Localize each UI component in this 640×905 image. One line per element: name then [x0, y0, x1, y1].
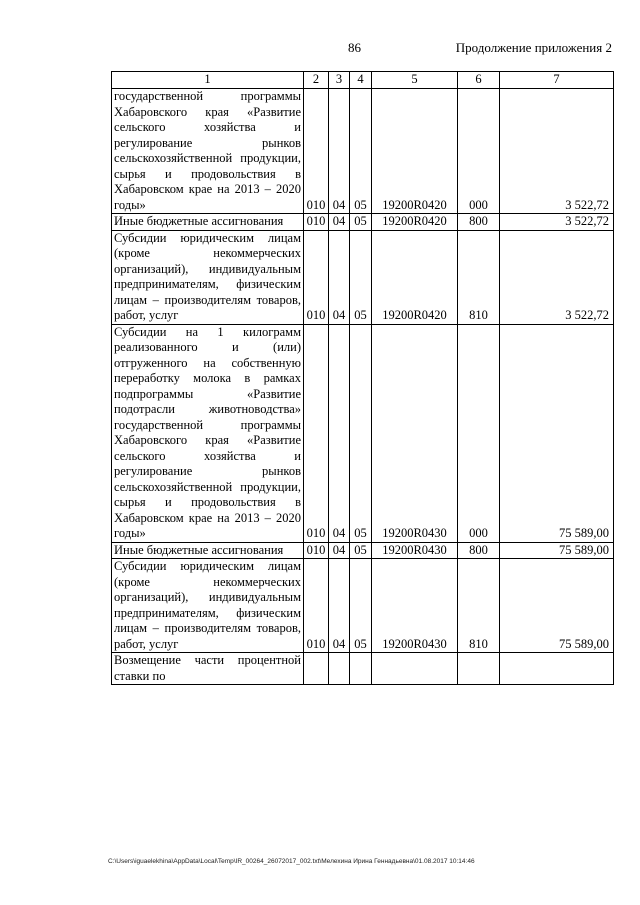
- expense-type-cell: [458, 653, 500, 685]
- ministry-code-cell: [304, 653, 329, 685]
- section-code-cell: 04: [329, 89, 350, 214]
- amount-cell: 3 522,72: [500, 214, 614, 231]
- amount-cell: 3 522,72: [500, 89, 614, 214]
- section-code-cell: 04: [329, 542, 350, 559]
- ministry-code-cell: 010: [304, 559, 329, 653]
- row-name-cell: Иные бюджетные ассигнования: [112, 542, 304, 559]
- section-code-cell: [329, 653, 350, 685]
- column-header-5: 5: [372, 72, 458, 89]
- column-header-6: 6: [458, 72, 500, 89]
- amount-cell: [500, 653, 614, 685]
- target-code-cell: 19200R0420: [372, 230, 458, 324]
- row-name-cell: государственной программы Хабаровского края «Развитие сельского хозяйства и регулирование рынков сельскохозяйственной продукции, сырья и продовольствия в Хабаровском крае на 2013 – 2020 годы»: [112, 89, 304, 214]
- amount-cell: 75 589,00: [500, 542, 614, 559]
- table-row: [112, 214, 614, 231]
- table-row: [112, 324, 614, 542]
- row-name-cell: Возмещение части процентной ставки по: [112, 653, 304, 685]
- column-header-1: 1: [112, 72, 304, 89]
- section-code-cell: 04: [329, 214, 350, 231]
- column-header-7: 7: [500, 72, 614, 89]
- amount-cell: 75 589,00: [500, 324, 614, 542]
- footer-file-path: C:\Users\iguaelekhina\AppData\Local\Temp\IR_00264_26072017_002.txt\Мелехина Ирина Геннадьевна\01.08.2017 10:14:46: [108, 858, 475, 865]
- target-code-cell: 19200R0420: [372, 89, 458, 214]
- subsection-code-cell: 05: [350, 89, 372, 214]
- target-code-cell: 19200R0430: [372, 559, 458, 653]
- subsection-code-cell: 05: [350, 542, 372, 559]
- table-row: [112, 230, 614, 324]
- expense-type-cell: 810: [458, 230, 500, 324]
- ministry-code-cell: 010: [304, 324, 329, 542]
- budget-table: [111, 71, 614, 685]
- target-code-cell: 19200R0420: [372, 214, 458, 231]
- row-name-cell: Субсидии юридическим лицам (кроме некоммерческих организаций), индивидуальным предпринимателям, физическим лицам – производителям товаров, работ, услуг: [112, 230, 304, 324]
- target-code-cell: 19200R0430: [372, 542, 458, 559]
- table-row: [112, 542, 614, 559]
- column-header-3: 3: [329, 72, 350, 89]
- subsection-code-cell: 05: [350, 559, 372, 653]
- expense-type-cell: 800: [458, 214, 500, 231]
- amount-cell: 75 589,00: [500, 559, 614, 653]
- section-code-cell: 04: [329, 230, 350, 324]
- table-row: [112, 559, 614, 653]
- subsection-code-cell: 05: [350, 324, 372, 542]
- column-header-4: 4: [350, 72, 372, 89]
- ministry-code-cell: 010: [304, 542, 329, 559]
- ministry-code-cell: 010: [304, 230, 329, 324]
- expense-type-cell: 000: [458, 89, 500, 214]
- page-number: 86: [348, 40, 361, 55]
- table-row: [112, 653, 614, 685]
- subsection-code-cell: 05: [350, 230, 372, 324]
- table-row: [112, 89, 614, 214]
- continuation-label: Продолжение приложения 2: [455, 40, 612, 55]
- target-code-cell: 19200R0430: [372, 324, 458, 542]
- subsection-code-cell: [350, 653, 372, 685]
- amount-cell: 3 522,72: [500, 230, 614, 324]
- ministry-code-cell: 010: [304, 89, 329, 214]
- row-name-cell: Субсидии юридическим лицам (кроме некоммерческих организаций), индивидуальным предпринимателям, физическим лицам – производителям товаров, работ, услуг: [112, 559, 304, 653]
- expense-type-cell: 810: [458, 559, 500, 653]
- table-header-row: [112, 72, 614, 89]
- row-name-cell: Иные бюджетные ассигнования: [112, 214, 304, 231]
- target-code-cell: [372, 653, 458, 685]
- row-name-cell: Субсидии на 1 килограмм реализованного и (или) отгруженного на собственную переработку молока в рамках подпрограммы «Развитие подотрасли животноводства» государственной программы Хабаровского края «Развитие сельского хозяйства и регулирование рынков сельскохозяйственной продукции, сырья и продовольствия в Хабаровском крае на 2013 – 2020 годы»: [112, 324, 304, 542]
- section-code-cell: 04: [329, 559, 350, 653]
- expense-type-cell: 000: [458, 324, 500, 542]
- column-header-2: 2: [304, 72, 329, 89]
- expense-type-cell: 800: [458, 542, 500, 559]
- subsection-code-cell: 05: [350, 214, 372, 231]
- section-code-cell: 04: [329, 324, 350, 542]
- ministry-code-cell: 010: [304, 214, 329, 231]
